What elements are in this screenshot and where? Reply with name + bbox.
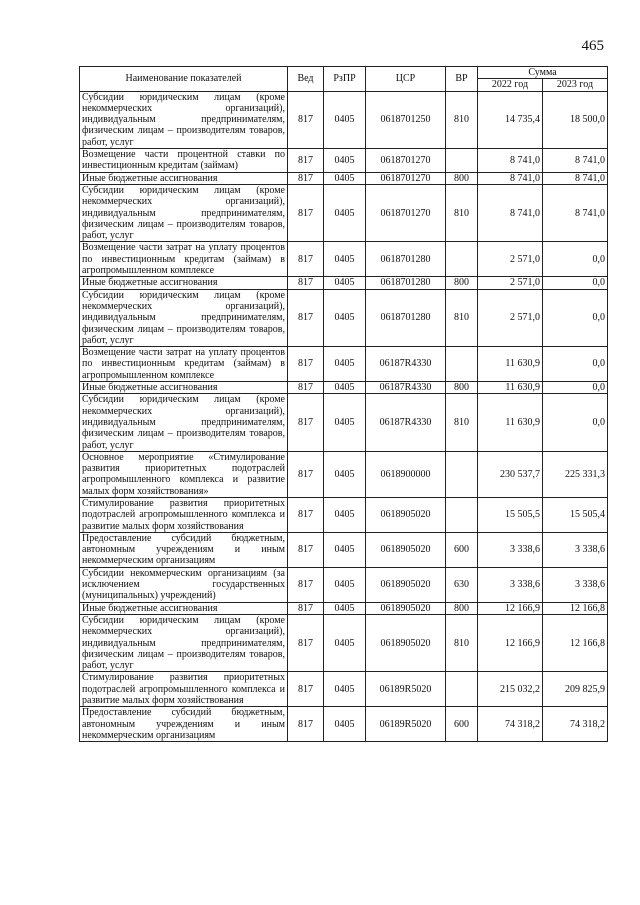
row-csr: 0618905020: [366, 567, 446, 602]
row-sum-2023: 74 318,2: [543, 707, 608, 742]
row-ved: 817: [288, 277, 324, 289]
row-ved: 817: [288, 172, 324, 184]
row-rzpr: 0405: [324, 91, 366, 148]
row-sum-2023: 8 741,0: [543, 149, 608, 173]
row-name: Возмещение части затрат на уплату процентов по инвестиционным кредитам (займам) в агропромышленном комплексе: [80, 242, 288, 277]
row-vr: 600: [446, 707, 478, 742]
row-ved: 817: [288, 382, 324, 394]
table-row: [80, 497, 608, 532]
row-sum-2022: 11 630,9: [478, 347, 543, 382]
row-sum-2022: 215 032,2: [478, 672, 543, 707]
row-ved: 817: [288, 532, 324, 567]
row-sum-2022: 11 630,9: [478, 382, 543, 394]
table-row: [80, 172, 608, 184]
row-name: Иные бюджетные ассигнования: [80, 602, 288, 614]
row-name: Стимулирование развития приоритетных подотраслей агропромышленного комплекса и развитие малых форм хозяйствования: [80, 497, 288, 532]
row-csr: 0618701270: [366, 149, 446, 173]
table-row: [80, 382, 608, 394]
row-ved: 817: [288, 451, 324, 497]
row-ved: 817: [288, 347, 324, 382]
row-name: Возмещение части процентной ставки по инвестиционным кредитам (займам): [80, 149, 288, 173]
page-number: 465: [581, 38, 604, 54]
row-rzpr: 0405: [324, 614, 366, 671]
row-name: Возмещение части затрат на уплату процентов по инвестиционным кредитам (займам) в агропромышленном комплексе: [80, 347, 288, 382]
table-body: [80, 91, 608, 742]
row-name: Предоставление субсидий бюджетным, автономным учреждениям и иным некоммерческим организациям: [80, 532, 288, 567]
row-sum-2022: 14 735,4: [478, 91, 543, 148]
row-vr: [446, 347, 478, 382]
header-rzpr: РзПР: [324, 67, 366, 92]
row-csr: 06187R4330: [366, 347, 446, 382]
row-rzpr: 0405: [324, 602, 366, 614]
header-name: Наименование показателей: [80, 67, 288, 92]
row-sum-2023: 8 741,0: [543, 184, 608, 241]
table-row: [80, 394, 608, 451]
row-csr: 06187R4330: [366, 382, 446, 394]
row-vr: 800: [446, 602, 478, 614]
row-vr: 800: [446, 382, 478, 394]
row-sum-2023: 0,0: [543, 347, 608, 382]
row-sum-2023: 0,0: [543, 242, 608, 277]
row-rzpr: 0405: [324, 242, 366, 277]
row-name: Субсидии юридическим лицам (кроме некоммерческих организаций), индивидуальным предпринимателям, физическим лицам – производителям товаров, работ, услуг: [80, 289, 288, 346]
row-sum-2022: 3 338,6: [478, 532, 543, 567]
row-csr: 0618905020: [366, 497, 446, 532]
row-name: Основное мероприятие «Стимулирование развития приоритетных подотраслей агропромышленного комплекса и развитие малых форм хозяйствования»: [80, 451, 288, 497]
row-rzpr: 0405: [324, 497, 366, 532]
header-year-2022: 2022 год: [478, 79, 543, 91]
header-csr: ЦСР: [366, 67, 446, 92]
row-csr: 0618905020: [366, 602, 446, 614]
row-rzpr: 0405: [324, 707, 366, 742]
table-row: [80, 149, 608, 173]
row-rzpr: 0405: [324, 451, 366, 497]
row-name: Субсидии юридическим лицам (кроме некоммерческих организаций), индивидуальным предпринимателям, физическим лицам – производителям товаров, работ, услуг: [80, 614, 288, 671]
row-vr: 600: [446, 532, 478, 567]
row-csr: 06187R4330: [366, 394, 446, 451]
row-vr: [446, 672, 478, 707]
row-sum-2023: 3 338,6: [543, 532, 608, 567]
row-ved: 817: [288, 394, 324, 451]
row-sum-2023: 3 338,6: [543, 567, 608, 602]
row-csr: 0618701280: [366, 242, 446, 277]
row-sum-2023: 8 741,0: [543, 172, 608, 184]
table-row: [80, 289, 608, 346]
row-sum-2023: 12 166,8: [543, 614, 608, 671]
row-rzpr: 0405: [324, 184, 366, 241]
row-csr: 0618905020: [366, 614, 446, 671]
row-rzpr: 0405: [324, 277, 366, 289]
row-ved: 817: [288, 242, 324, 277]
table-row: [80, 184, 608, 241]
row-ved: 817: [288, 497, 324, 532]
row-sum-2023: 0,0: [543, 277, 608, 289]
table-row: [80, 567, 608, 602]
header-year-2023: 2023 год: [543, 79, 608, 91]
row-csr: 0618701250: [366, 91, 446, 148]
row-ved: 817: [288, 707, 324, 742]
row-ved: 817: [288, 672, 324, 707]
row-ved: 817: [288, 567, 324, 602]
table-row: [80, 451, 608, 497]
table-row: [80, 347, 608, 382]
row-vr: [446, 451, 478, 497]
header-vr: ВР: [446, 67, 478, 92]
row-sum-2022: 8 741,0: [478, 184, 543, 241]
row-sum-2022: 8 741,0: [478, 172, 543, 184]
row-sum-2022: 2 571,0: [478, 277, 543, 289]
row-vr: [446, 149, 478, 173]
row-sum-2023: 15 505,4: [543, 497, 608, 532]
row-name: Субсидии некоммерческим организациям (за исключением государственных (муниципальных) учреждений): [80, 567, 288, 602]
row-rzpr: 0405: [324, 289, 366, 346]
row-ved: 817: [288, 91, 324, 148]
table-row: [80, 614, 608, 671]
row-csr: 0618701280: [366, 277, 446, 289]
row-sum-2023: 0,0: [543, 394, 608, 451]
row-rzpr: 0405: [324, 347, 366, 382]
row-vr: 800: [446, 172, 478, 184]
row-csr: 06189R5020: [366, 707, 446, 742]
row-sum-2022: 12 166,9: [478, 602, 543, 614]
row-sum-2022: 2 571,0: [478, 289, 543, 346]
row-vr: 810: [446, 184, 478, 241]
row-ved: 817: [288, 614, 324, 671]
row-csr: 06189R5020: [366, 672, 446, 707]
row-name: Стимулирование развития приоритетных подотраслей агропромышленного комплекса и развитие малых форм хозяйствования: [80, 672, 288, 707]
row-name: Иные бюджетные ассигнования: [80, 172, 288, 184]
row-vr: 810: [446, 91, 478, 148]
row-name: Иные бюджетные ассигнования: [80, 277, 288, 289]
row-rzpr: 0405: [324, 172, 366, 184]
header-ved: Вед: [288, 67, 324, 92]
row-vr: [446, 497, 478, 532]
row-csr: 0618701270: [366, 184, 446, 241]
row-rzpr: 0405: [324, 532, 366, 567]
row-sum-2023: 0,0: [543, 289, 608, 346]
row-csr: 0618905020: [366, 532, 446, 567]
row-sum-2023: 209 825,9: [543, 672, 608, 707]
row-name: Субсидии юридическим лицам (кроме некоммерческих организаций), индивидуальным предпринимателям, физическим лицам – производителям товаров, работ, услуг: [80, 91, 288, 148]
table-header: [80, 67, 608, 92]
row-vr: 630: [446, 567, 478, 602]
row-vr: 800: [446, 277, 478, 289]
row-csr: 0618900000: [366, 451, 446, 497]
row-name: Субсидии юридическим лицам (кроме некоммерческих организаций), индивидуальным предпринимателям, физическим лицам – производителям товаров, работ, услуг: [80, 394, 288, 451]
row-name: Предоставление субсидий бюджетным, автономным учреждениям и иным некоммерческим организациям: [80, 707, 288, 742]
row-rzpr: 0405: [324, 382, 366, 394]
row-sum-2022: 230 537,7: [478, 451, 543, 497]
row-rzpr: 0405: [324, 672, 366, 707]
table-row: [80, 532, 608, 567]
row-rzpr: 0405: [324, 394, 366, 451]
row-csr: 0618701280: [366, 289, 446, 346]
row-ved: 817: [288, 289, 324, 346]
row-ved: 817: [288, 184, 324, 241]
row-sum-2022: 74 318,2: [478, 707, 543, 742]
row-sum-2022: 3 338,6: [478, 567, 543, 602]
row-sum-2023: 225 331,3: [543, 451, 608, 497]
row-ved: 817: [288, 149, 324, 173]
table-row: [80, 242, 608, 277]
row-name: Иные бюджетные ассигнования: [80, 382, 288, 394]
row-ved: 817: [288, 602, 324, 614]
row-sum-2022: 11 630,9: [478, 394, 543, 451]
row-sum-2023: 18 500,0: [543, 91, 608, 148]
row-vr: 810: [446, 614, 478, 671]
table-row: [80, 91, 608, 148]
row-vr: [446, 242, 478, 277]
row-csr: 0618701270: [366, 172, 446, 184]
table-row: [80, 707, 608, 742]
table-row: [80, 602, 608, 614]
header-sum: Сумма: [478, 67, 608, 79]
row-sum-2022: 8 741,0: [478, 149, 543, 173]
table-row: [80, 277, 608, 289]
row-vr: 810: [446, 289, 478, 346]
row-sum-2022: 12 166,9: [478, 614, 543, 671]
row-sum-2022: 15 505,5: [478, 497, 543, 532]
table-row: [80, 672, 608, 707]
row-name: Субсидии юридическим лицам (кроме некоммерческих организаций), индивидуальным предпринимателям, физическим лицам – производителям товаров, работ, услуг: [80, 184, 288, 241]
row-sum-2022: 2 571,0: [478, 242, 543, 277]
row-sum-2023: 0,0: [543, 382, 608, 394]
row-rzpr: 0405: [324, 149, 366, 173]
row-vr: 810: [446, 394, 478, 451]
row-sum-2023: 12 166,8: [543, 602, 608, 614]
row-rzpr: 0405: [324, 567, 366, 602]
budget-table: [79, 66, 608, 742]
